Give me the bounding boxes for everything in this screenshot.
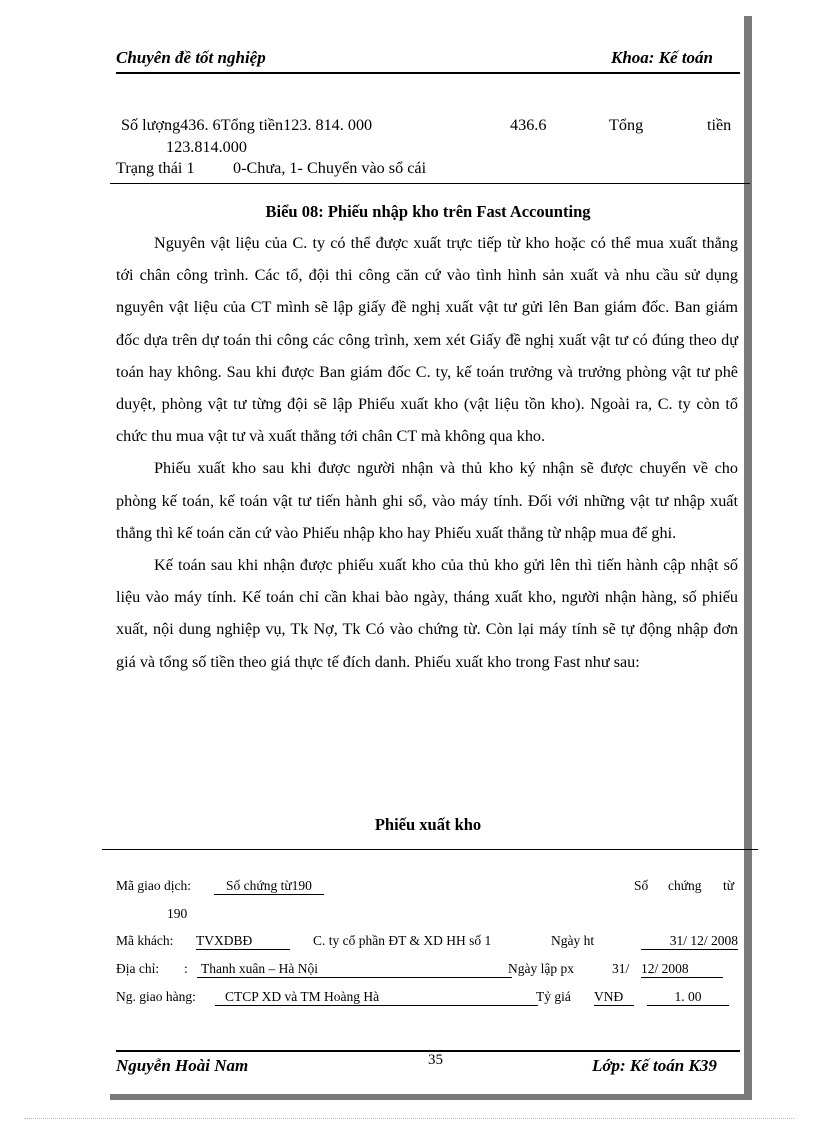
- summary-total-value: 123.814.000: [166, 138, 247, 156]
- ty-gia-label: Tỷ giá: [536, 989, 571, 1004]
- header-rule: [116, 72, 740, 74]
- ty-gia-currency: VNĐ: [594, 989, 634, 1006]
- paragraph-1: Nguyên vật liệu của C. ty có thể được xuất trực tiếp từ kho hoặc có thể mua xuất thẳng tới chân công trình. Các tổ, đội thi công căn cứ vào tình hình sản xuất và nhu cầu sử dụng nguyên vật liệu của CT mình sẽ lập giấy đề nghị xuất vật tư gửi lên Ban giám đốc. Ban giám đốc dựa trên dự toán thi công các công trình, xem xét Giấy đề nghị xuất vật tư có đúng theo dự toán hay không. Sau khi được Ban giám đốc C. ty, kế toán trưởng và trưởng phòng vật tư phê duyệt, phòng vật tư từng đội sẽ lập Phiếu xuất kho (vật liệu tồn kho). Ngoài ra, C. ty còn tổ chức thu mua vật tư và xuất thẳng tới chân CT mà không qua kho.: [116, 234, 738, 446]
- summary-total-label-a: Tổng: [609, 116, 644, 134]
- body-text: [116, 227, 738, 678]
- so-label: Số: [634, 878, 649, 893]
- ma-khach-value: TVXDBĐ: [196, 933, 290, 950]
- page-shadow-bottom: [110, 1094, 752, 1100]
- ngay-lap-field[interactable]: [641, 961, 723, 978]
- paragraph-2: Phiếu xuất kho sau khi được người nhận và thủ kho ký nhận sẽ được chuyển về cho phòng kế toán, kế toán vật tư tiến hành ghi sổ, vào máy tính. Đối với những vật tư nhập xuất thẳng thì kế toán căn cứ vào Phiếu nhập kho hay Phiếu xuất thẳng từ nhập mua để ghi.: [116, 459, 738, 542]
- ma-khach-field[interactable]: [196, 933, 290, 950]
- chung-label: chứng: [668, 878, 702, 893]
- dia-chi-colon: :: [184, 961, 188, 976]
- tu-label: từ: [723, 878, 735, 893]
- ma-khach-label: Mã khách:: [116, 933, 174, 948]
- currency-field[interactable]: [594, 989, 634, 1006]
- page-number: 35: [428, 1052, 443, 1068]
- header-left: Chuyên đề tốt nghiệp: [116, 48, 266, 67]
- so-chung-tu-value: 190: [167, 906, 188, 921]
- form-top-rule: [102, 849, 758, 850]
- summary-total-label-b: tiền: [707, 116, 732, 134]
- ngay-ht-label: Ngày ht: [551, 933, 595, 948]
- summary-line1: Số lượng436. 6Tổng tiền123. 814. 000: [121, 116, 373, 134]
- ma-giao-dich-label: Mã giao dịch:: [116, 878, 191, 893]
- summary-quantity: 436.6: [510, 116, 547, 134]
- ma-giao-dich-value: Số chứng từ190: [214, 878, 324, 895]
- page-bottom-dots: [24, 1118, 794, 1119]
- status-label: Trạng thái 1: [116, 159, 195, 177]
- ng-giao-label: Ng. giao hàng:: [116, 989, 196, 1004]
- footer-left: Nguyễn Hoài Nam: [116, 1056, 249, 1075]
- figure-caption: Biểu 08: Phiếu nhập kho trên Fast Accounting: [265, 202, 591, 221]
- status-value: 0-Chưa, 1- Chuyển vào sổ cái: [233, 159, 427, 177]
- footer-right: Lớp: Kế toán K39: [592, 1056, 717, 1075]
- ngay-lap-value-a: 31/: [612, 961, 630, 976]
- ty-gia-value: 1. 00: [647, 989, 729, 1006]
- ngay-lap-value-b: 12/ 2008: [641, 961, 723, 978]
- ngay-ht-field[interactable]: [641, 933, 738, 950]
- ngay-ht-value: 31/ 12/ 2008: [641, 933, 738, 950]
- paragraph-3: Kế toán sau khi nhận được phiếu xuất kho của thủ kho gửi lên thì tiến hành cập nhật số liệu vào máy tính. Kế toán chỉ cần khai bào ngày, tháng xuất kho, người nhận hàng, số phiếu xuất, nội dung nghiệp vụ, Tk Nợ, Tk Có vào chứng từ. Còn lại máy tính sẽ tự động nhập đơn giá và tổng số tiền theo giá thực tế đích danh. Phiếu xuất kho trong Fast như sau:: [116, 556, 738, 671]
- summary-rule: [110, 183, 750, 184]
- ng-giao-field[interactable]: [215, 989, 538, 1006]
- ma-giao-dich-field[interactable]: [214, 878, 324, 895]
- dia-chi-label: Địa chỉ:: [116, 961, 160, 976]
- header-right: Khoa: Kế toán: [611, 48, 714, 67]
- ty-gia-field[interactable]: [647, 989, 729, 1006]
- customer-name: C. ty cổ phần ĐT & XD HH số 1: [313, 933, 492, 948]
- ng-giao-value: CTCP XD và TM Hoàng Hà: [215, 989, 538, 1006]
- ngay-lap-label: Ngày lập px: [508, 961, 574, 976]
- dia-chi-field[interactable]: [197, 961, 512, 978]
- page-shadow-right: [744, 16, 752, 1094]
- form-title: Phiếu xuất kho: [374, 815, 482, 834]
- dia-chi-value: Thanh xuân – Hà Nội: [197, 961, 512, 978]
